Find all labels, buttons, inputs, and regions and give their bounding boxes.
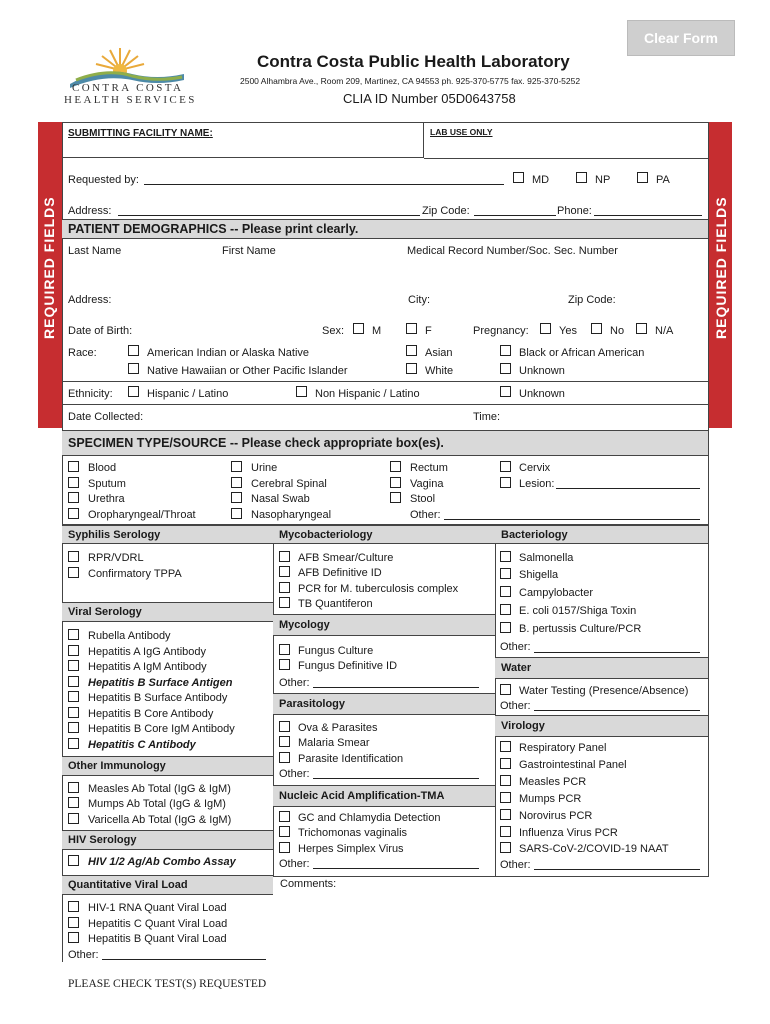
specimen-other-field[interactable] xyxy=(444,519,700,520)
pa-checkbox[interactable] xyxy=(637,172,648,183)
rpr-checkbox[interactable] xyxy=(68,551,79,562)
virology-other-field[interactable] xyxy=(534,869,700,870)
resp-panel-checkbox[interactable] xyxy=(500,741,511,752)
specimen-urine-checkbox[interactable] xyxy=(231,461,242,472)
pregnancy-yes-label: Yes xyxy=(559,325,577,337)
parasitology-heading: Parasitology xyxy=(279,698,346,710)
syphilis-heading: Syphilis Serology xyxy=(68,529,161,541)
race-asian-label: Asian xyxy=(425,347,453,359)
pregnancy-no-checkbox[interactable] xyxy=(591,323,602,334)
naat-other-label: Other: xyxy=(279,858,310,870)
virology-heading: Virology xyxy=(501,720,545,732)
ethnicity-label: Ethnicity: xyxy=(68,388,113,400)
sex-m-checkbox[interactable] xyxy=(353,323,364,334)
measles-pcr-label: Measles PCR xyxy=(519,776,587,788)
specimen-urine-label: Urine xyxy=(251,462,278,474)
md-checkbox[interactable] xyxy=(513,172,524,183)
salmonella-checkbox[interactable] xyxy=(500,551,511,562)
race-black-label: Black or African American xyxy=(519,347,645,359)
shigella-label: Shigella xyxy=(519,569,559,581)
afb-id-checkbox[interactable] xyxy=(279,566,290,577)
fungus-culture-label: Fungus Culture xyxy=(298,645,374,657)
quant-other-label: Other: xyxy=(68,949,99,961)
sex-f-label: F xyxy=(425,325,432,337)
hbcab-checkbox[interactable] xyxy=(68,707,79,718)
trich-label: Trichomonas vaginalis xyxy=(298,827,408,839)
hav-igm-label: Hepatitis A IgM Antibody xyxy=(88,661,207,673)
ecoli-label: E. coli 0157/Shiga Toxin xyxy=(519,605,637,617)
sars-cov2-checkbox[interactable] xyxy=(500,842,511,853)
hcv-ab-label: Hepatitis C Antibody xyxy=(88,739,196,751)
parasite-id-label: Parasite Identification xyxy=(298,753,404,765)
hbsab-label: Hepatitis B Surface Antibody xyxy=(88,692,228,704)
facility-phone-field[interactable] xyxy=(594,215,702,216)
hcv-ab-checkbox[interactable] xyxy=(68,738,79,749)
specimen-sputum-label: Sputum xyxy=(88,478,126,490)
fungus-culture-checkbox[interactable] xyxy=(279,644,290,655)
specimen-blood-checkbox[interactable] xyxy=(68,461,79,472)
patient-zip-label: Zip Code: xyxy=(568,294,616,306)
lab-address: 2500 Alhambra Ave., Room 209, Martinez, CA 94553 ph. 925-370-5775 fax. 925-370-5252 xyxy=(240,76,581,86)
hiv-combo-checkbox[interactable] xyxy=(68,855,79,866)
tb-quantiferon-checkbox[interactable] xyxy=(279,597,290,608)
pa-label: PA xyxy=(656,174,670,186)
other-immuno-heading: Other Immunology xyxy=(68,760,166,772)
facility-address-field[interactable] xyxy=(118,215,420,216)
md-label: MD xyxy=(532,174,550,186)
mycology-heading: Mycology xyxy=(279,619,330,631)
myco-heading: Mycobacteriology xyxy=(279,529,373,541)
pertussis-checkbox[interactable] xyxy=(500,622,511,633)
time-label: Time: xyxy=(473,411,501,423)
fungus-id-checkbox[interactable] xyxy=(279,659,290,670)
specimen-urethra-checkbox[interactable] xyxy=(68,492,79,503)
specimen-blood-label: Blood xyxy=(88,462,117,474)
tb-pcr-label: PCR for M. tuberculosis complex xyxy=(298,583,459,595)
footer-note: PLEASE CHECK TEST(S) REQUESTED xyxy=(68,978,267,990)
eth-unknown-checkbox[interactable] xyxy=(500,386,511,397)
race-ai-label: American Indian or Alaska Native xyxy=(147,347,310,359)
hbcigm-label: Hepatitis B Core IgM Antibody xyxy=(88,723,235,735)
requested-by-field[interactable] xyxy=(144,184,504,185)
ova-label: Ova & Parasites xyxy=(298,722,378,734)
hbsab-checkbox[interactable] xyxy=(68,691,79,702)
water-testing-label: Water Testing (Presence/Absence) xyxy=(519,685,689,697)
race-asian-checkbox[interactable] xyxy=(406,345,417,356)
afb-id-label: AFB Definitive ID xyxy=(298,567,382,579)
tppa-label: Confirmatory TPPA xyxy=(88,568,182,580)
naat-heading: Nucleic Acid Amplification-TMA xyxy=(279,790,445,802)
sex-f-checkbox[interactable] xyxy=(406,323,417,334)
water-other-field[interactable] xyxy=(534,710,700,711)
specimen-csf-label: Cerebral Spinal xyxy=(251,478,327,490)
hiv-quant-checkbox[interactable] xyxy=(68,901,79,912)
specimen-nasopharyngeal-label: Nasopharyngeal xyxy=(251,509,332,521)
race-unknown-checkbox[interactable] xyxy=(500,363,511,374)
specimen-nasopharyngeal-checkbox[interactable] xyxy=(231,508,242,519)
pregnancy-na-label: N/A xyxy=(655,325,674,337)
hbcab-label: Hepatitis B Core Antibody xyxy=(88,708,214,720)
eth-hisp-checkbox[interactable] xyxy=(128,386,139,397)
specimen-csf-checkbox[interactable] xyxy=(231,477,242,488)
hcv-quant-checkbox[interactable] xyxy=(68,917,79,928)
specimen-other-label: Other: xyxy=(410,509,441,521)
race-nh-checkbox[interactable] xyxy=(128,363,139,374)
trich-checkbox[interactable] xyxy=(279,826,290,837)
ova-checkbox[interactable] xyxy=(279,721,290,732)
afb-smear-checkbox[interactable] xyxy=(279,551,290,562)
pregnancy-na-checkbox[interactable] xyxy=(636,323,647,334)
specimen-lesion-checkbox[interactable] xyxy=(500,477,511,488)
naat-other-field[interactable] xyxy=(313,868,479,869)
logo-line2: HEALTH SERVICES xyxy=(64,94,197,106)
hbcigm-checkbox[interactable] xyxy=(68,722,79,733)
specimen-cervix-checkbox[interactable] xyxy=(500,461,511,472)
quant-heading: Quantitative Viral Load xyxy=(68,879,188,891)
viral-heading: Viral Serology xyxy=(68,606,142,618)
clia-number: CLIA ID Number 05D0643758 xyxy=(343,91,516,106)
sars-cov2-label: SARS-CoV-2/COVID-19 NAAT xyxy=(519,843,669,855)
gc-ct-label: GC and Chlamydia Detection xyxy=(298,812,441,824)
hav-igg-checkbox[interactable] xyxy=(68,645,79,656)
pertussis-label: B. pertussis Culture/PCR xyxy=(519,623,642,635)
norovirus-pcr-label: Norovirus PCR xyxy=(519,810,593,822)
hiv-heading: HIV Serology xyxy=(68,834,137,846)
bacteriology-other-label: Other: xyxy=(500,641,531,653)
lab-title: Contra Costa Public Health Laboratory xyxy=(257,52,570,71)
specimen-sputum-checkbox[interactable] xyxy=(68,477,79,488)
ecoli-checkbox[interactable] xyxy=(500,604,511,615)
fungus-id-label: Fungus Definitive ID xyxy=(298,660,398,672)
gi-panel-checkbox[interactable] xyxy=(500,758,511,769)
facility-zip-field[interactable] xyxy=(474,215,556,216)
norovirus-pcr-checkbox[interactable] xyxy=(500,809,511,820)
eth-unknown-label: Unknown xyxy=(519,388,565,400)
mycology-other-field[interactable] xyxy=(313,687,479,688)
specimen-rectum-label: Rectum xyxy=(410,462,448,474)
water-testing-checkbox[interactable] xyxy=(500,684,511,695)
demographics-heading: PATIENT DEMOGRAPHICS -- Please print clearly. xyxy=(68,222,359,236)
race-ai-checkbox[interactable] xyxy=(128,345,139,356)
date-collected-label: Date Collected: xyxy=(68,411,144,423)
malaria-label: Malaria Smear xyxy=(298,737,370,749)
dob-label: Date of Birth: xyxy=(68,325,133,337)
water-other-label: Other: xyxy=(500,700,531,712)
race-label: Race: xyxy=(68,347,97,359)
mumps-ab-label: Mumps Ab Total (IgG & IgM) xyxy=(88,798,226,810)
measles-ab-label: Measles Ab Total (IgG & IgM) xyxy=(88,783,231,795)
logo-line1: CONTRA COSTA xyxy=(72,82,184,94)
campylobacter-checkbox[interactable] xyxy=(500,586,511,597)
measles-pcr-checkbox[interactable] xyxy=(500,775,511,786)
virology-other-label: Other: xyxy=(500,859,531,871)
facility-address-label: Address: xyxy=(68,205,112,217)
parasite-id-checkbox[interactable] xyxy=(279,752,290,763)
water-heading: Water xyxy=(501,662,532,674)
hiv-combo-label: HIV 1/2 Ag/Ab Combo Assay xyxy=(88,856,236,868)
hsv-label: Herpes Simplex Virus xyxy=(298,843,404,855)
race-black-checkbox[interactable] xyxy=(500,345,511,356)
malaria-checkbox[interactable] xyxy=(279,736,290,747)
facility-zip-label: Zip Code: xyxy=(422,205,470,217)
sex-m-label: M xyxy=(372,325,382,337)
facility-name-label: SUBMITTING FACILITY NAME: xyxy=(68,128,213,139)
bacteriology-other-field[interactable] xyxy=(534,652,700,653)
requested-by-label: Requested by: xyxy=(68,174,139,186)
hbsag-label: Hepatitis B Surface Antigen xyxy=(88,677,233,689)
hbv-quant-checkbox[interactable] xyxy=(68,932,79,943)
influenza-pcr-checkbox[interactable] xyxy=(500,826,511,837)
hbsag-checkbox[interactable] xyxy=(68,676,79,687)
specimen-urethra-label: Urethra xyxy=(88,493,125,505)
specimen-oropharyngeal-label: Oropharyngeal/Throat xyxy=(88,509,196,521)
campylobacter-label: Campylobacter xyxy=(519,587,593,599)
mrn-label: Medical Record Number/Soc. Sec. Number xyxy=(407,245,618,257)
tb-quantiferon-label: TB Quantiferon xyxy=(298,598,373,610)
required-fields-left-label: REQUIRED FIELDS xyxy=(41,196,57,339)
specimen-rectum-checkbox[interactable] xyxy=(390,461,401,472)
bacteriology-heading: Bacteriology xyxy=(501,529,568,541)
lab-use-only-label: LAB USE ONLY xyxy=(430,127,493,137)
specimen-cervix-label: Cervix xyxy=(519,462,551,474)
specimen-stool-checkbox[interactable] xyxy=(390,492,401,503)
mumps-pcr-checkbox[interactable] xyxy=(500,792,511,803)
specimen-heading: SPECIMEN TYPE/SOURCE -- Please check appropriate box(es). xyxy=(68,436,444,450)
specimen-lesion-field[interactable] xyxy=(556,488,700,489)
gi-panel-label: Gastrointestinal Panel xyxy=(519,759,627,771)
np-label: NP xyxy=(595,174,611,186)
specimen-oropharyngeal-checkbox[interactable] xyxy=(68,508,79,519)
race-unknown-label: Unknown xyxy=(519,365,565,377)
tb-pcr-checkbox[interactable] xyxy=(279,582,290,593)
specimen-nasal-label: Nasal Swab xyxy=(251,493,310,505)
pregnancy-label: Pregnancy: xyxy=(473,325,529,337)
quant-other-field[interactable] xyxy=(102,959,266,960)
pregnancy-yes-checkbox[interactable] xyxy=(540,323,551,334)
hav-igg-label: Hepatitis A IgG Antibody xyxy=(88,646,207,658)
org-logo xyxy=(62,44,197,108)
first-name-label: First Name xyxy=(222,245,276,257)
eth-hisp-label: Hispanic / Latino xyxy=(147,388,229,400)
eth-non-label: Non Hispanic / Latino xyxy=(315,388,420,400)
specimen-stool-label: Stool xyxy=(410,493,436,505)
last-name-label: Last Name xyxy=(68,245,122,257)
mumps-ab-checkbox[interactable] xyxy=(68,797,79,808)
specimen-vagina-label: Vagina xyxy=(410,478,444,490)
race-nh-label: Native Hawaiian or Other Pacific Islander xyxy=(147,365,348,377)
sex-label: Sex: xyxy=(322,325,345,337)
hiv-quant-label: HIV-1 RNA Quant Viral Load xyxy=(88,902,227,914)
rubella-label: Rubella Antibody xyxy=(88,630,171,642)
measles-ab-checkbox[interactable] xyxy=(68,782,79,793)
mumps-pcr-label: Mumps PCR xyxy=(519,793,582,805)
race-white-checkbox[interactable] xyxy=(406,363,417,374)
eth-non-checkbox[interactable] xyxy=(296,386,307,397)
salmonella-label: Salmonella xyxy=(519,552,574,564)
parasitology-other-label: Other: xyxy=(279,768,310,780)
mycology-other-label: Other: xyxy=(279,677,310,689)
hbv-quant-label: Hepatitis B Quant Viral Load xyxy=(88,933,227,945)
varicella-ab-label: Varicella Ab Total (IgG & IgM) xyxy=(88,814,232,826)
influenza-pcr-label: Influenza Virus PCR xyxy=(519,827,618,839)
pregnancy-no-label: No xyxy=(610,325,625,337)
rubella-checkbox[interactable] xyxy=(68,629,79,640)
patient-address-label: Address: xyxy=(68,294,112,306)
race-white-label: White xyxy=(425,365,454,377)
rpr-label: RPR/VDRL xyxy=(88,552,144,564)
tppa-checkbox[interactable] xyxy=(68,567,79,578)
clear-form-button[interactable]: Clear Form xyxy=(627,20,735,56)
shigella-checkbox[interactable] xyxy=(500,568,511,579)
patient-city-label: City: xyxy=(408,294,430,306)
comments-label: Comments: xyxy=(280,878,337,890)
np-checkbox[interactable] xyxy=(576,172,587,183)
facility-phone-label: Phone: xyxy=(557,205,592,217)
specimen-vagina-checkbox[interactable] xyxy=(390,477,401,488)
hcv-quant-label: Hepatitis C Quant Viral Load xyxy=(88,918,228,930)
parasitology-other-field[interactable] xyxy=(313,778,479,779)
specimen-nasal-checkbox[interactable] xyxy=(231,492,242,503)
required-fields-right-label: REQUIRED FIELDS xyxy=(713,196,729,339)
specimen-lesion-label: Lesion: xyxy=(519,478,555,490)
resp-panel-label: Respiratory Panel xyxy=(519,742,607,754)
hav-igm-checkbox[interactable] xyxy=(68,660,79,671)
afb-smear-label: AFB Smear/Culture xyxy=(298,552,394,564)
varicella-ab-checkbox[interactable] xyxy=(68,813,79,824)
hsv-checkbox[interactable] xyxy=(279,842,290,853)
gc-ct-checkbox[interactable] xyxy=(279,811,290,822)
